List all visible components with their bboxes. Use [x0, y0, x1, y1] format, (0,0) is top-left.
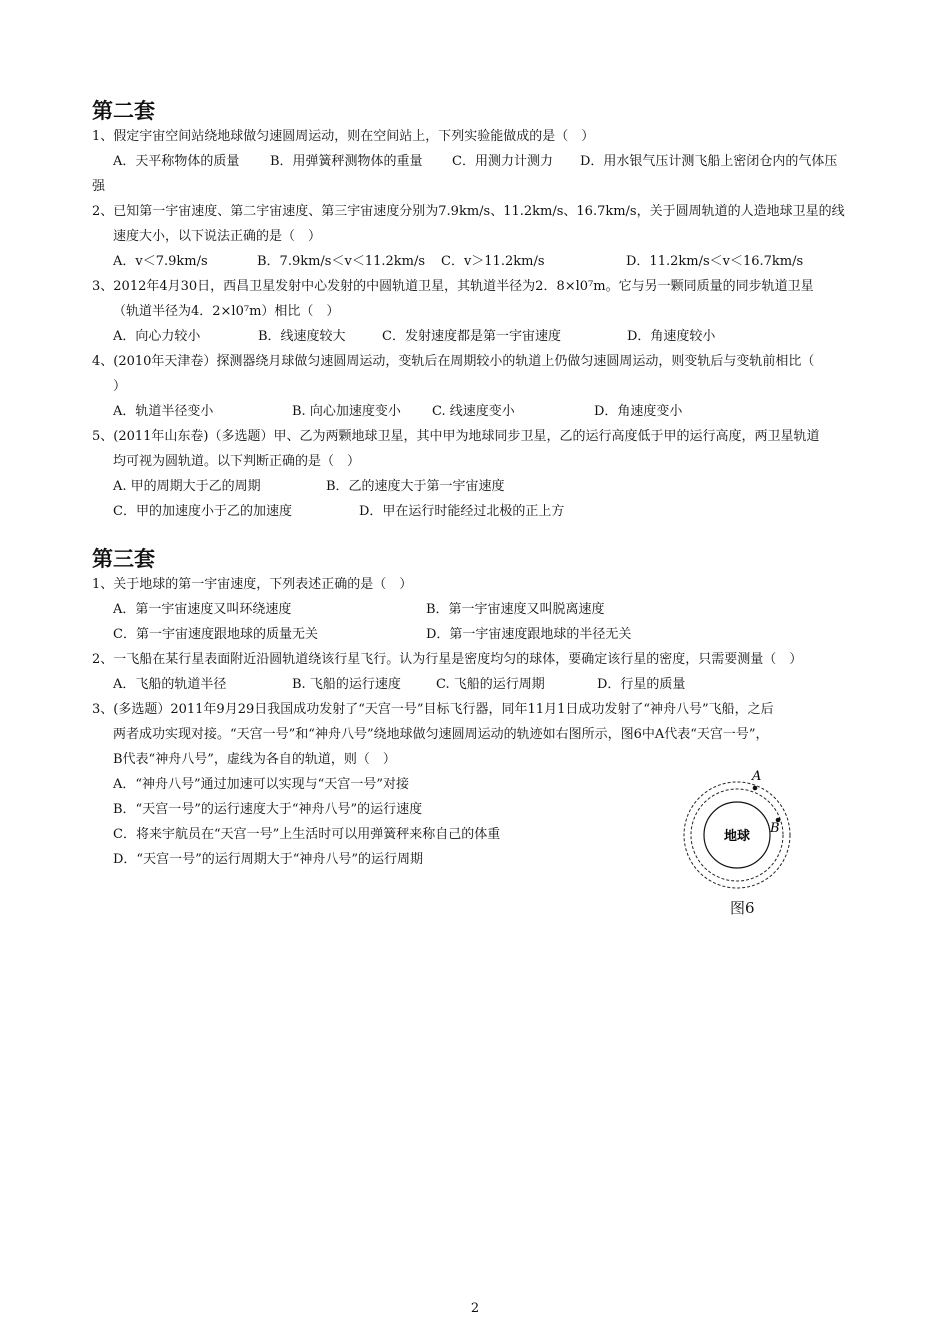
option: A．向心力较小 — [113, 329, 201, 344]
option: D．角速度较小 — [627, 329, 716, 344]
option: D．11.2km/s＜v＜16.7km/s — [626, 254, 804, 269]
option: D．行星的质量 — [597, 677, 686, 692]
option-line: A．“神舟八号”通过加速可以实现与“天宫一号”对接 — [113, 777, 409, 792]
question-line: 3、(多选题）2011年9月29日我国成功发射了“天宫一号”目标飞行器，同年11月1日成功发射了“神舟八号”飞船，之后 — [92, 702, 774, 717]
option: B. 向心加速度变小 — [292, 404, 401, 419]
option: B．7.9km/s＜v＜11.2km/s — [257, 254, 426, 269]
question-line: B代表“神舟八号”，虚线为各自的轨道，则（ ） — [113, 752, 396, 767]
option-line: D．“天宫一号”的运行周期大于“神舟八号”的运行周期 — [113, 852, 424, 867]
option: A. 甲的周期大于乙的周期 — [113, 479, 261, 494]
option: A．轨道半径变小 — [113, 404, 214, 419]
question-line: 1、假定宇宙空间站绕地球做匀速圆周运动，则在空间站上，下列实验能做成的是（ ） — [92, 129, 595, 144]
earth-label: 地球 — [723, 829, 751, 844]
option: D．角速度变小 — [594, 404, 683, 419]
option: D．用水银气压计测飞船上密闭仓内的气体压 — [580, 154, 838, 169]
question-line: 2、已知第一宇宙速度、第二宇宙速度、第三宇宙速度分别为7.9km/s、11.2km/s、16.7km/s，关于圆周轨道的人造地球卫星的线 — [92, 204, 845, 219]
option: C．甲的加速度小于乙的加速度 — [113, 504, 292, 519]
option: B. 飞船的运行速度 — [292, 677, 401, 692]
point-b-label: B — [770, 821, 780, 836]
question-line: 两者成功实现对接。“天宫一号”和“神舟八号”绕地球做匀速圆周运动的轨迹如右图所示，图6中A代表“天宫一号”， — [113, 727, 769, 742]
point-a-label: A — [752, 769, 762, 784]
option: C．第一宇宙速度跟地球的质量无关 — [113, 627, 318, 642]
option-line: B．“天宫一号”的运行速度大于“神舟八号”的运行速度 — [113, 802, 423, 817]
option: A．v＜7.9km/s — [113, 254, 208, 269]
point-a-dot — [753, 786, 758, 791]
option: A．天平称物体的质量 — [113, 154, 240, 169]
question-line: ） — [113, 379, 127, 394]
section-title-3: 第三套 — [92, 547, 155, 571]
question-line: （轨道半径为4．2×l0⁷m）相比（ ） — [113, 304, 340, 319]
question-line: 强 — [92, 179, 106, 194]
page-number: 2 — [470, 1301, 480, 1316]
section-title-2: 第二套 — [92, 99, 155, 123]
question-line: 速度大小，以下说法正确的是（ ） — [113, 229, 322, 244]
option: B．线速度较大 — [258, 329, 346, 344]
question-line: 5、(2011年山东卷)（多选题）甲、乙为两颗地球卫星，其中甲为地球同步卫星，乙的运行高度低于甲的运行高度，两卫星轨道 — [92, 429, 820, 444]
figure-caption: 图6 — [730, 899, 755, 917]
question-line: 均可视为圆轨道。以下判断正确的是（ ） — [113, 454, 361, 469]
option: B．乙的速度大于第一宇宙速度 — [326, 479, 505, 494]
option: D．甲在运行时能经过北极的正上方 — [359, 504, 565, 519]
option: C．发射速度都是第一宇宙速度 — [382, 329, 561, 344]
question-line: 3、2012年4月30日，西昌卫星发射中心发射的中圆轨道卫星，其轨道半径为2．8×l0⁷m。它与另一颗同质量的同步轨道卫星 — [92, 279, 814, 294]
option: A．第一宇宙速度又叫环绕速度 — [113, 602, 292, 617]
question-line: 1、关于地球的第一宇宙速度，下列表述正确的是（ ） — [92, 577, 413, 592]
option: B．第一宇宙速度又叫脱离速度 — [426, 602, 605, 617]
option: C. 飞船的运行周期 — [436, 677, 545, 692]
option: C．用测力计测力 — [452, 154, 553, 169]
question-line: 4、(2010年天津卷）探测器绕月球做匀速圆周运动，变轨后在周期较小的轨道上仍做匀速圆周运动，则变轨后与变轨前相比（ — [92, 354, 815, 369]
option: B．用弹簧秤测物体的重量 — [270, 154, 423, 169]
option-line: C．将来宇航员在“天宫一号”上生活时可以用弹簧秤来称自己的体重 — [113, 827, 501, 842]
option: A．飞船的轨道半径 — [113, 677, 227, 692]
question-line: 2、一飞船在某行星表面附近沿圆轨道绕该行星飞行。认为行星是密度均匀的球体，要确定该行星的密度，只需要测量（ ） — [92, 652, 803, 667]
option: C．v＞11.2km/s — [441, 254, 545, 269]
option: D．第一宇宙速度跟地球的半径无关 — [426, 627, 632, 642]
option: C. 线速度变小 — [432, 404, 515, 419]
